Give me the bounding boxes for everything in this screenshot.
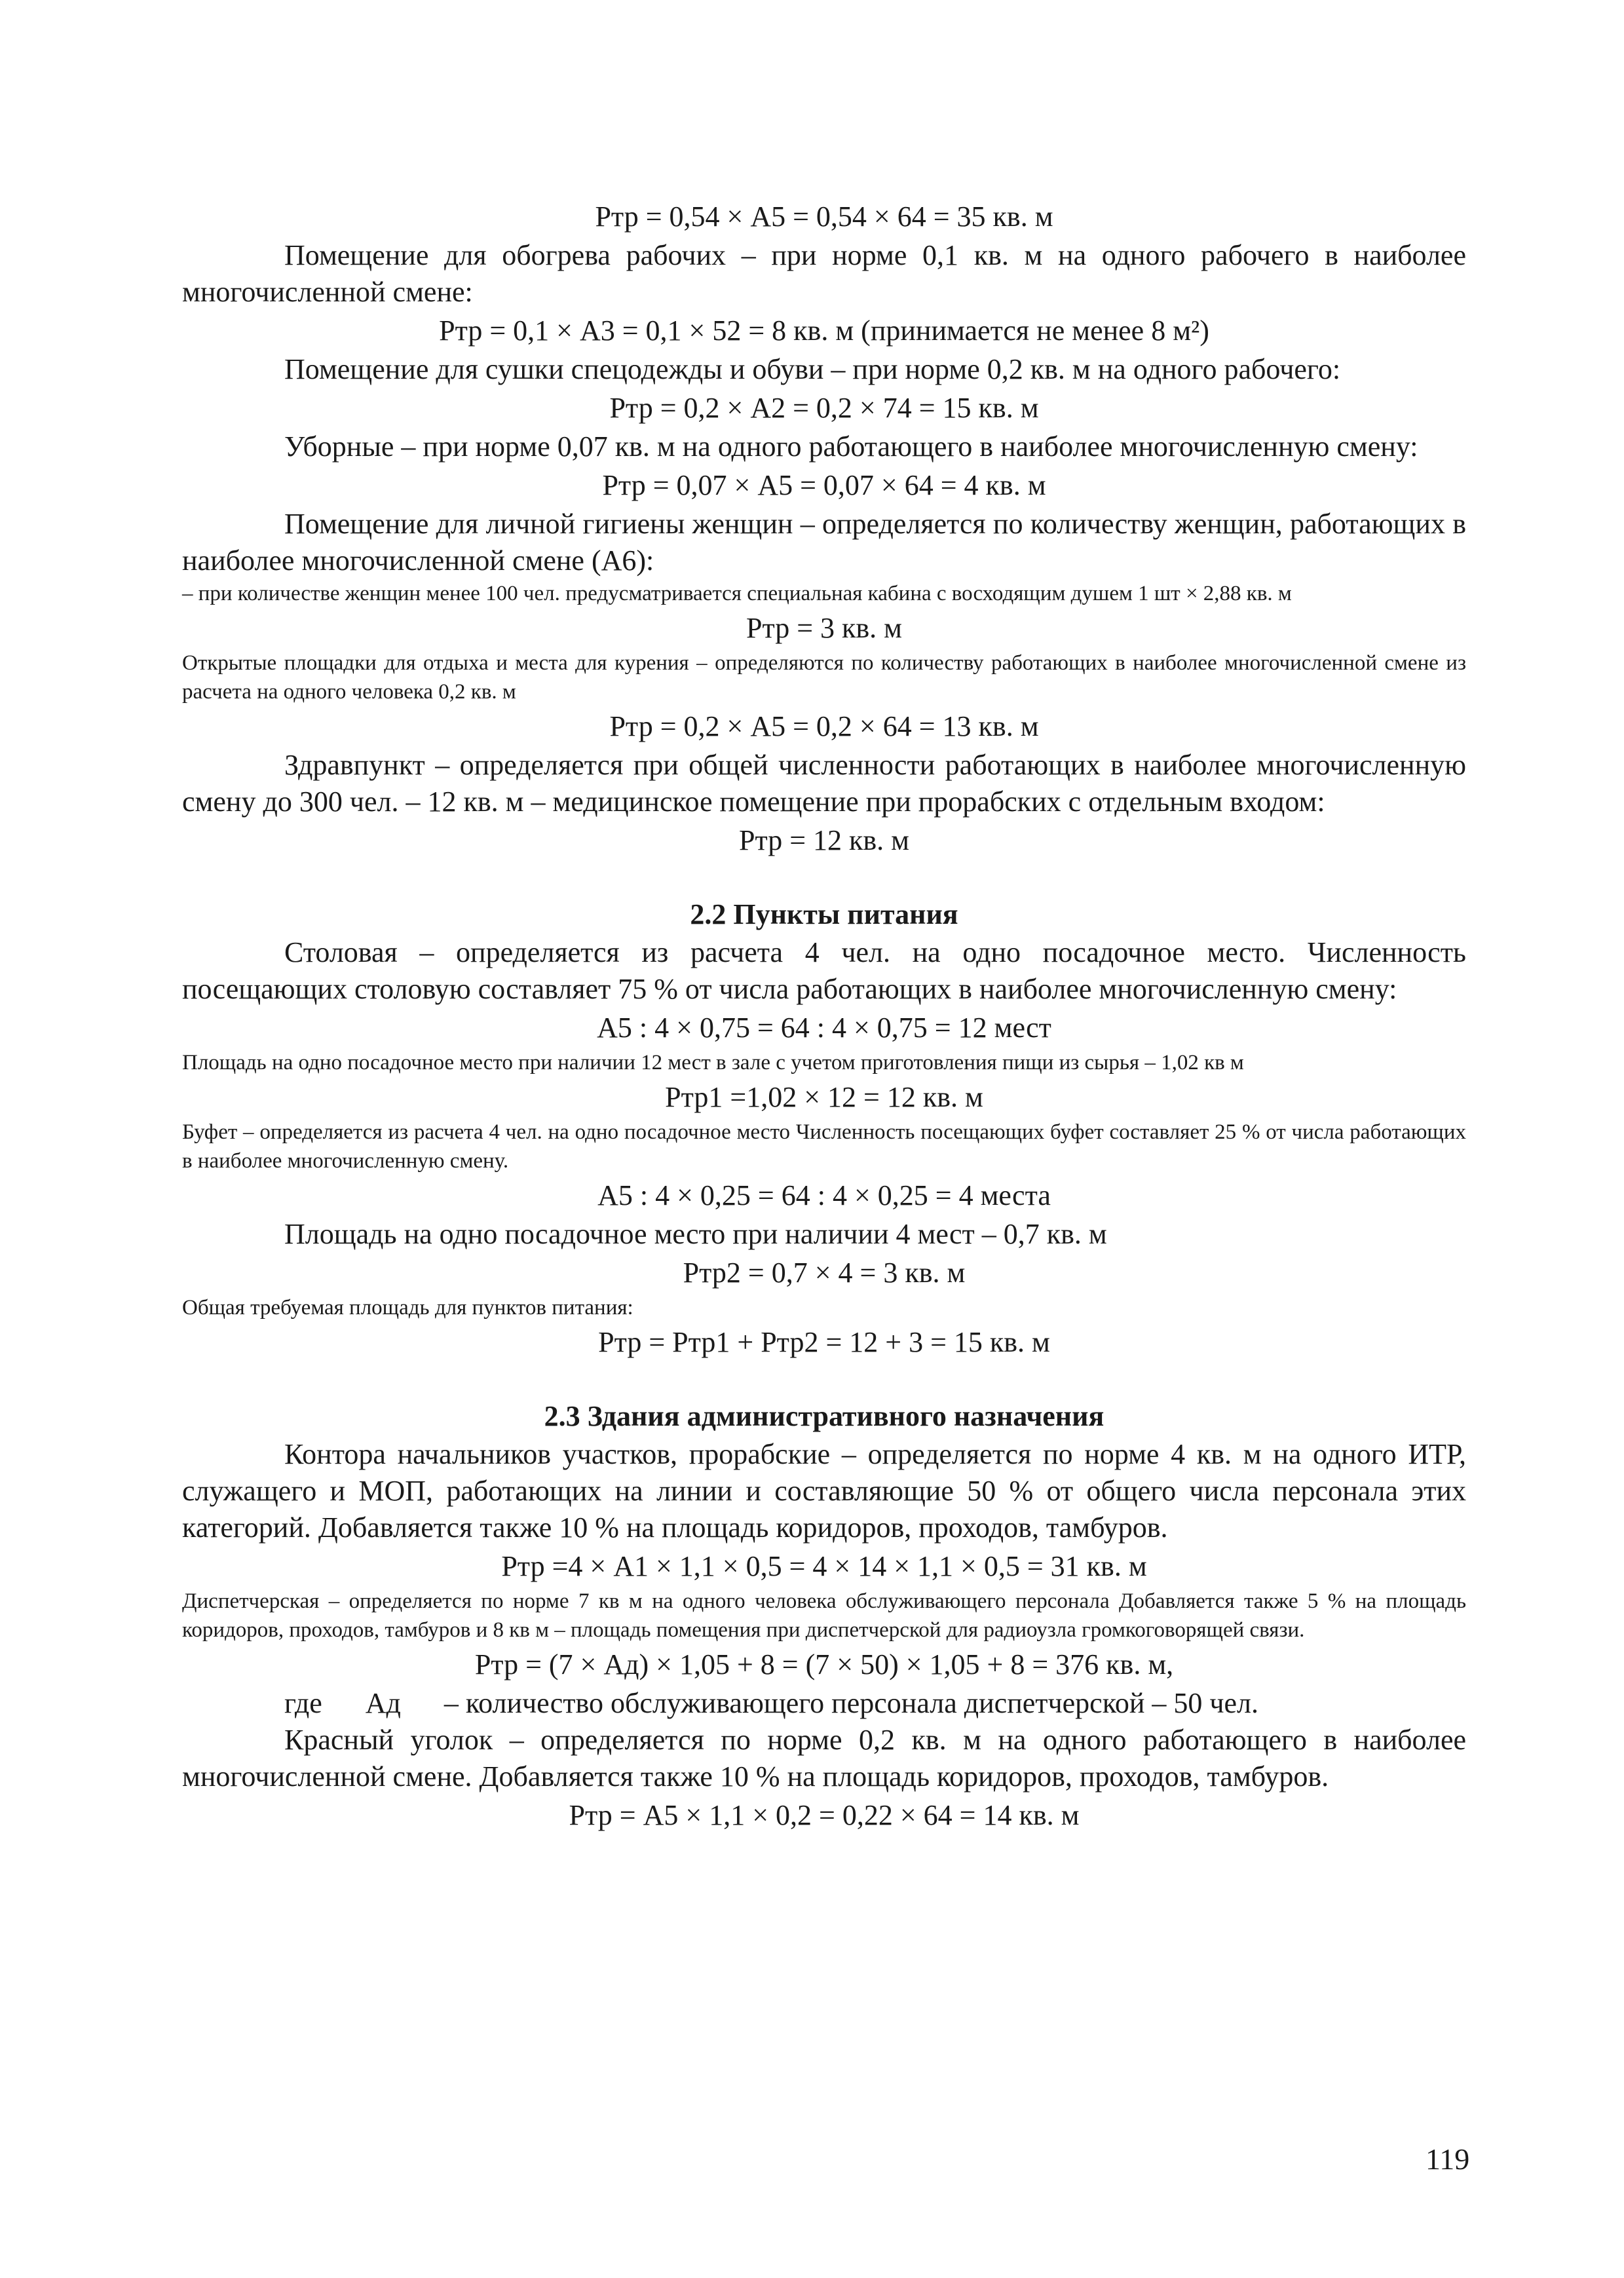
- formula: Pтр = 0,1 × А3 = 0,1 × 52 = 8 кв. м (принимается не менее 8 м²): [439, 314, 1209, 347]
- formula: Pтр = 3 кв. м: [746, 612, 903, 644]
- formula: Pтр = (7 × Ад) × 1,05 + 8 = (7 × 50) × 1,05 + 8 = 376 кв. м,: [474, 1648, 1174, 1680]
- paragraph: Контора начальников участков, прорабские – определяется по норме 4 кв. м на одного ИТР, служащего и МОП, работающих на линии и составляющие 50 % от общего числа персонала этих категорий. Добавляется также 10 % на площадь коридоров, проходов, тамбуров.: [182, 1438, 1466, 1544]
- formula: Pтр1 =1,02 × 12 = 12 кв. м: [665, 1081, 983, 1113]
- small-paragraph: Общая требуемая площадь для пунктов питания:: [182, 1296, 633, 1319]
- page-number: 119: [1426, 2142, 1470, 2176]
- paragraph: Уборные – при норме 0,07 кв. м на одного работающего в наиболее многочисленную смену:: [284, 430, 1418, 463]
- small-paragraph: Диспетчерская – определяется по норме 7 кв м на одного человека обслуживающего персонала Добавляется также 5 % на площадь коридоров, проходов, тамбуров и 8 кв м – площадь помещения при диспетчерской для радиоузла громкоговорящей связи.: [182, 1589, 1466, 1642]
- formula: А5 : 4 × 0,75 = 64 : 4 × 0,75 = 12 мест: [597, 1012, 1051, 1044]
- formula: Pтр2 = 0,7 × 4 = 3 кв. м: [683, 1257, 966, 1289]
- section-heading: 2.2 Пункты питания: [690, 898, 958, 930]
- paragraph: Помещение для обогрева рабочих – при норме 0,1 кв. м на одного рабочего в наиболее многочисленной смене:: [182, 239, 1466, 308]
- formula: Pтр = 0,07 × А5 = 0,07 × 64 = 4 кв. м: [602, 469, 1046, 501]
- formula: Pтр = 0,2 × А5 = 0,2 × 64 = 13 кв. м: [609, 710, 1039, 742]
- section-heading: 2.3 Здания административного назначения: [544, 1400, 1105, 1432]
- small-paragraph: Буфет – определяется из расчета 4 чел. на одно посадочное место Численность посещающих буфет составляет 25 % от числа работающих в наиболее многочисленную смену.: [182, 1120, 1466, 1173]
- formula: Pтр = 0,2 × А2 = 0,2 × 74 = 15 кв. м: [609, 392, 1039, 424]
- document-page: [182, 197, 1466, 1836]
- formula: А5 : 4 × 0,25 = 64 : 4 × 0,25 = 4 места: [597, 1179, 1051, 1211]
- paragraph: Площадь на одно посадочное место при наличии 4 мест – 0,7 кв. м: [284, 1218, 1107, 1250]
- paragraph: Здравпункт – определяется при общей численности работающих в наиболее многочисленную смену до 300 чел. – 12 кв. м – медицинское помещение при прорабских с отдельным входом:: [182, 749, 1466, 818]
- paragraph: Помещение для личной гигиены женщин – определяется по количеству женщин, работающих в наиболее многочисленной смене (А6):: [182, 508, 1466, 577]
- formula: Pтр = 12 кв. м: [738, 824, 910, 856]
- formula: Pтр =4 × А1 × 1,1 × 0,5 = 4 × 14 × 1,1 × 0,5 = 31 кв. м: [501, 1550, 1147, 1582]
- formula: Pтр = 0,54 × А5 = 0,54 × 64 = 35 кв. м: [595, 200, 1053, 233]
- small-paragraph: Открытые площадки для отдыха и места для курения – определяются по количеству работающих в наиболее многочисленной смене из расчета на одного человека 0,2 кв. м: [182, 651, 1466, 704]
- paragraph: Столовая – определяется из расчета 4 чел. на одно посадочное место. Численность посещающих столовую составляет 75 % от числа работающих в наиболее многочисленную смену:: [182, 936, 1466, 1005]
- small-paragraph: Площадь на одно посадочное место при наличии 12 мест в зале с учетом приготовления пищи из сырья – 1,02 кв м: [182, 1051, 1244, 1074]
- formula: Pтр = А5 × 1,1 × 0,2 = 0,22 × 64 = 14 кв. м: [569, 1799, 1080, 1831]
- formula: Pтр = Pтр1 + Pтр2 = 12 + 3 = 15 кв. м: [598, 1326, 1050, 1358]
- where-clause: где Ад – количество обслуживающего персонала диспетчерской – 50 чел.: [284, 1687, 1258, 1719]
- paragraph: Помещение для сушки спецодежды и обуви – при норме 0,2 кв. м на одного рабочего:: [284, 353, 1341, 385]
- paragraph: Красный уголок – определяется по норме 0,2 кв. м на одного работающего в наиболее многочисленной смене. Добавляется также 10 % на площадь коридоров, проходов, тамбуров.: [182, 1724, 1466, 1793]
- small-paragraph: – при количестве женщин менее 100 чел. предусматривается специальная кабина с восходящим душем 1 шт × 2,88 кв. м: [182, 582, 1292, 605]
